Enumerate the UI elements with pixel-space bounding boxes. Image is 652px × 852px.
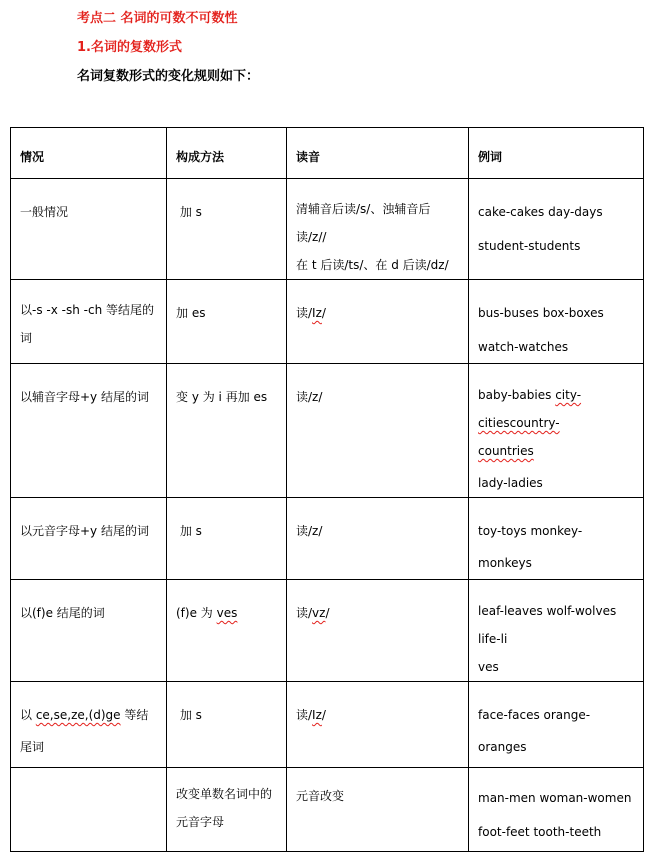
row-method: (f)e 为 ves (167, 580, 287, 682)
example-line: cake-cakes day-days (478, 205, 603, 219)
row-pronunciation: 读/z/ (287, 498, 469, 580)
method-line: 元音字母 (176, 815, 225, 829)
row-method (167, 768, 287, 852)
row-case (11, 768, 167, 852)
row-method: 变 y 为 i 再加 es (167, 364, 287, 498)
row-case: 以(f)e 结尾的词 (11, 580, 167, 682)
case-line: 词 (20, 331, 33, 345)
row-pronunciation (287, 179, 469, 280)
table-row (11, 498, 644, 580)
row-case: 以 ce,se,ze,(d)ge 等结尾词 (11, 682, 167, 768)
plural-rules-table (10, 127, 644, 852)
header-example: 例词 (469, 128, 644, 179)
row-case: 以辅音字母+y 结尾的词 (11, 364, 167, 498)
row-example (469, 179, 644, 280)
example-line: ves (478, 660, 499, 674)
table-row (11, 280, 644, 364)
row-method: 加 s (167, 682, 287, 768)
topic-heading: 考点二 名词的可数不可数性 (77, 11, 238, 26)
table-row (11, 179, 644, 280)
example-line: foot-feet tooth-teeth (478, 825, 602, 839)
row-example (469, 768, 644, 852)
table-row (11, 682, 644, 768)
example-line: leaf-leaves wolf-wolves life-li (478, 604, 617, 646)
example-line: toy-toys monkey-monkeys (478, 524, 583, 570)
row-case: 一般情况 (11, 179, 167, 280)
spellcheck-mark: Iz (312, 708, 322, 722)
pronunciation-line: 在 t 后读/ts/、在 d 后读/dz/ (296, 258, 449, 272)
example-line: watch-watches (478, 340, 569, 354)
table-row (11, 364, 644, 498)
row-pronunciation: 读/vz/ (287, 580, 469, 682)
example-line: baby-babies city-citiescountry- (478, 388, 582, 430)
row-pronunciation: 读/z/ (287, 364, 469, 498)
table-row (11, 580, 644, 682)
example-line: student-students (478, 239, 581, 253)
row-example (469, 682, 644, 768)
row-pronunciation: 读/Iz/ (287, 280, 469, 364)
example-line: countries (478, 444, 534, 458)
spellcheck-mark: vz (312, 606, 326, 620)
row-example (469, 280, 644, 364)
row-method: 加 es (167, 280, 287, 364)
spellcheck-mark: ce,se,ze,(d)ge (35, 708, 121, 722)
spellcheck-mark: Iz (312, 306, 322, 320)
spellcheck-mark: ves (216, 606, 238, 620)
row-example (469, 364, 644, 498)
case-line: 以-s -x -sh -ch 等结尾的 (20, 303, 154, 317)
example-line: lady-ladies (478, 476, 543, 490)
method-line: 改变单数名词中的 (176, 787, 273, 801)
row-example (469, 498, 644, 580)
example-line: man-men woman-women (478, 791, 632, 805)
row-pronunciation: 读/Iz/ (287, 682, 469, 768)
intro-text: 名词复数形式的变化规则如下： (77, 69, 260, 84)
table-row (11, 768, 644, 852)
example-line: bus-buses box-boxes (478, 306, 604, 320)
row-case (11, 280, 167, 364)
header-case: 情况 (11, 128, 167, 179)
table-header-row (11, 128, 644, 179)
pronunciation-line: 清辅音后读/s/、浊辅音后读/z// (296, 202, 431, 244)
row-case: 以元音字母+y 结尾的词 (11, 498, 167, 580)
header-pronunciation: 读音 (287, 128, 469, 179)
row-method: 加 s (167, 179, 287, 280)
row-example (469, 580, 644, 682)
example-line: face-faces orange-oranges (478, 708, 591, 754)
section-heading: 1.名词的复数形式 (77, 40, 182, 55)
row-pronunciation: 元音改变 (287, 768, 469, 852)
header-method: 构成方法 (167, 128, 287, 179)
row-method: 加 s (167, 498, 287, 580)
